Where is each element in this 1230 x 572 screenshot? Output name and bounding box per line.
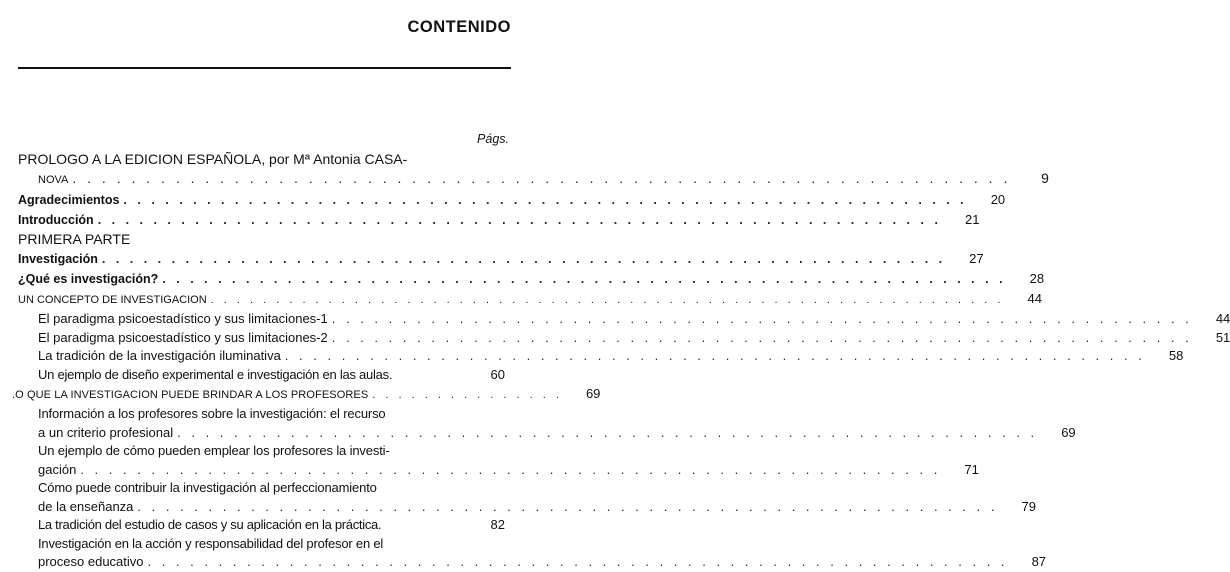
toc-page-number: 51: [1215, 329, 1230, 345]
toc-entry-text: Agradecimientos: [18, 193, 120, 207]
leader-dots: . . . . . . . . . . . . . . . . . . . . . . . . . . . . . . . . . . . . . . . . . . . . . . . . . . . . . . . . . . . . .: [331, 329, 1193, 345]
toc-page-number: 71: [964, 461, 979, 477]
toc-entry-tradicion: [18, 347, 1184, 366]
leader-dots: . . . . . . . . . . . . . . . . . . . . . . . . . . . . . . . . . . . . . . . . . . . . . . . . . . . . . . . . . . . . .: [162, 272, 1007, 286]
toc-page-number: 79: [1021, 498, 1036, 514]
toc-entry-como-puede: [18, 479, 1036, 516]
toc-entry-prologo: [18, 150, 1049, 190]
leader-dots: . . . . . . . . . . . . . . . . . . . . . . . . . . . . . . . . . . . . . . . . . . . . . . . . . . . . . . . . . . . . .: [331, 311, 1193, 326]
toc-entry-ejemplo-como: [18, 442, 979, 479]
toc-page-number: 69: [585, 386, 601, 401]
leader-dots: . . . . . . . . . . . . . . . . . . . . . . . . . . . . . . . . . . . . . . . . . . . . . . . . . . . . . . . . . . . . .: [177, 424, 1038, 440]
toc-entry-text: La tradición de la investigación iluminativa: [38, 348, 281, 363]
toc-entry-text: de la enseñanza: [38, 498, 134, 514]
toc-entry-lo-que: [12, 384, 601, 405]
toc-page-number: 60: [490, 366, 505, 382]
toc-page-number: 82: [490, 517, 505, 532]
toc-entry-text: Investigación en la acción y responsabilidad del profesor en el: [38, 535, 384, 551]
toc-entry-accion: [18, 535, 1047, 572]
leader-dots: . . . . . . . . . . . . . . . . . . . . . . . . . . . . . . . . . . . . . . . . . . . . . . . . . . . . . . . . . . . . .: [101, 252, 946, 266]
page-title: CONTENIDO: [407, 18, 511, 36]
leader-dots: . . . . . . . . . . . . . . . . . . . . . . . . . . . . . . . . . . . . . . . . . . . . . . . . . . . . . . . . . . . . .: [123, 193, 968, 207]
toc-page-number: 20: [990, 192, 1006, 207]
toc-entry-paradigma-1: [18, 310, 1230, 329]
toc-page-number: 27: [969, 251, 984, 266]
toc-entry-que-es: [18, 269, 1045, 289]
leader-dots: . . . . . . . . . . . . . . . . . . . . . . . . . . . . . . . . . . . . . . . . . . . . . . . . . . . . . . . . . . . . .: [97, 213, 942, 227]
toc-entry-text: Un ejemplo de cómo pueden emplear los profesores la investi-: [38, 443, 390, 458]
toc-entry-text: Un ejemplo de diseño experimental e investigación en las aulas.: [38, 366, 393, 382]
toc-entry-text: Información a los profesores sobre la investigación: el recurso: [38, 406, 386, 421]
toc-page-number: 21: [964, 212, 980, 227]
toc-entry-ejemplo-diseno: [18, 366, 505, 385]
toc-page-number: 58: [1168, 348, 1184, 363]
toc-entry-text: Cómo puede contribuir la investigación al perfeccionamiento: [38, 480, 377, 495]
toc-entry-informacion: [18, 405, 1076, 442]
toc-entry-tradicion-casos: [18, 516, 505, 535]
toc-entry-agradecimientos: [18, 190, 1006, 210]
toc-page-number: 87: [1031, 554, 1047, 569]
table-of-contents: [12, 150, 1230, 572]
toc-page-number: 28: [1029, 271, 1045, 286]
toc-page-number: 9: [1041, 170, 1049, 186]
toc-entry-text: .O QUE LA INVESTIGACION PUEDE BRINDAR A LOS PROFESORES: [12, 389, 369, 401]
leader-dots: . . . . . . . . . . . . . . . . . . . . . . . . . . . . . . . . . . . . . . . . . . . . . . . . . . . . . . . . . . . . . . . .: [72, 170, 1011, 186]
leader-dots: . . . . . . . . . . . . . . . . . . . . . . . . . . . . . . . . . . . . . . . . . . . . . . . . . . . . . . . . . . . . .: [147, 554, 1009, 569]
toc-entry-text: NOVA: [38, 174, 69, 186]
toc-part-heading: PRIMERA PARTE: [18, 231, 131, 247]
toc-entry-text: El paradigma psicoestadístico y sus limitaciones-1: [38, 311, 328, 326]
leader-dots: . . . . . . . . . . . . . . . . . . . . . . . . . . . . . . . . . . . . . . . . . . . . . . . . . . . . . . . . . . . . .: [284, 348, 1146, 363]
toc-entry-text: UN CONCEPTO DE INVESTIGACION: [18, 294, 207, 306]
toc-entry-text: Investigación: [18, 252, 98, 266]
toc-entry-text: proceso educativo: [38, 554, 144, 569]
leader-dots: . . . . . . . . . . . . . . . . . . . . . . . . . . . . . . . . . . . . . . . . . . . . . . . . . . . . . . . . . . . . .: [210, 294, 1004, 306]
toc-entry-text: PROLOGO A LA EDICION ESPAÑOLA, por Mª Antonia CASA-: [18, 151, 408, 167]
title-rule: [18, 67, 511, 69]
pages-column-label: Págs.: [477, 132, 509, 146]
toc-entry-text: La tradición del estudio de casos y su aplicación en la práctica.: [38, 517, 382, 532]
toc-entry-text: gación: [38, 461, 77, 477]
toc-entry-introduccion: [18, 210, 980, 230]
toc-entry-concepto: [18, 289, 1042, 310]
toc-entry-investigacion: [18, 249, 984, 269]
toc-entry-text: a un criterio profesional: [38, 424, 174, 440]
toc-entry-text: Introducción: [18, 213, 94, 227]
leader-dots: . . . . . . . . . . . . . . . . . . . . . . . . . . . . . . . . . . . . . . . . . . . . . . . . . . . . . . . . . . . . .: [80, 461, 941, 477]
toc-entry-paradigma-2: [18, 329, 1230, 348]
leader-dots: . . . . . . . . . . . . . . .: [372, 389, 563, 401]
toc-page-number: 69: [1061, 424, 1076, 440]
toc-entry-text: El paradigma psicoestadístico y sus limitaciones-2: [38, 329, 328, 345]
toc-page-number: 44: [1027, 291, 1042, 306]
leader-dots: . . . . . . . . . . . . . . . . . . . . . . . . . . . . . . . . . . . . . . . . . . . . . . . . . . . . . . . . . . . . .: [137, 498, 998, 514]
toc-page-number: 44: [1215, 311, 1230, 326]
toc-entry-text: ¿Qué es investigación?: [18, 272, 159, 286]
